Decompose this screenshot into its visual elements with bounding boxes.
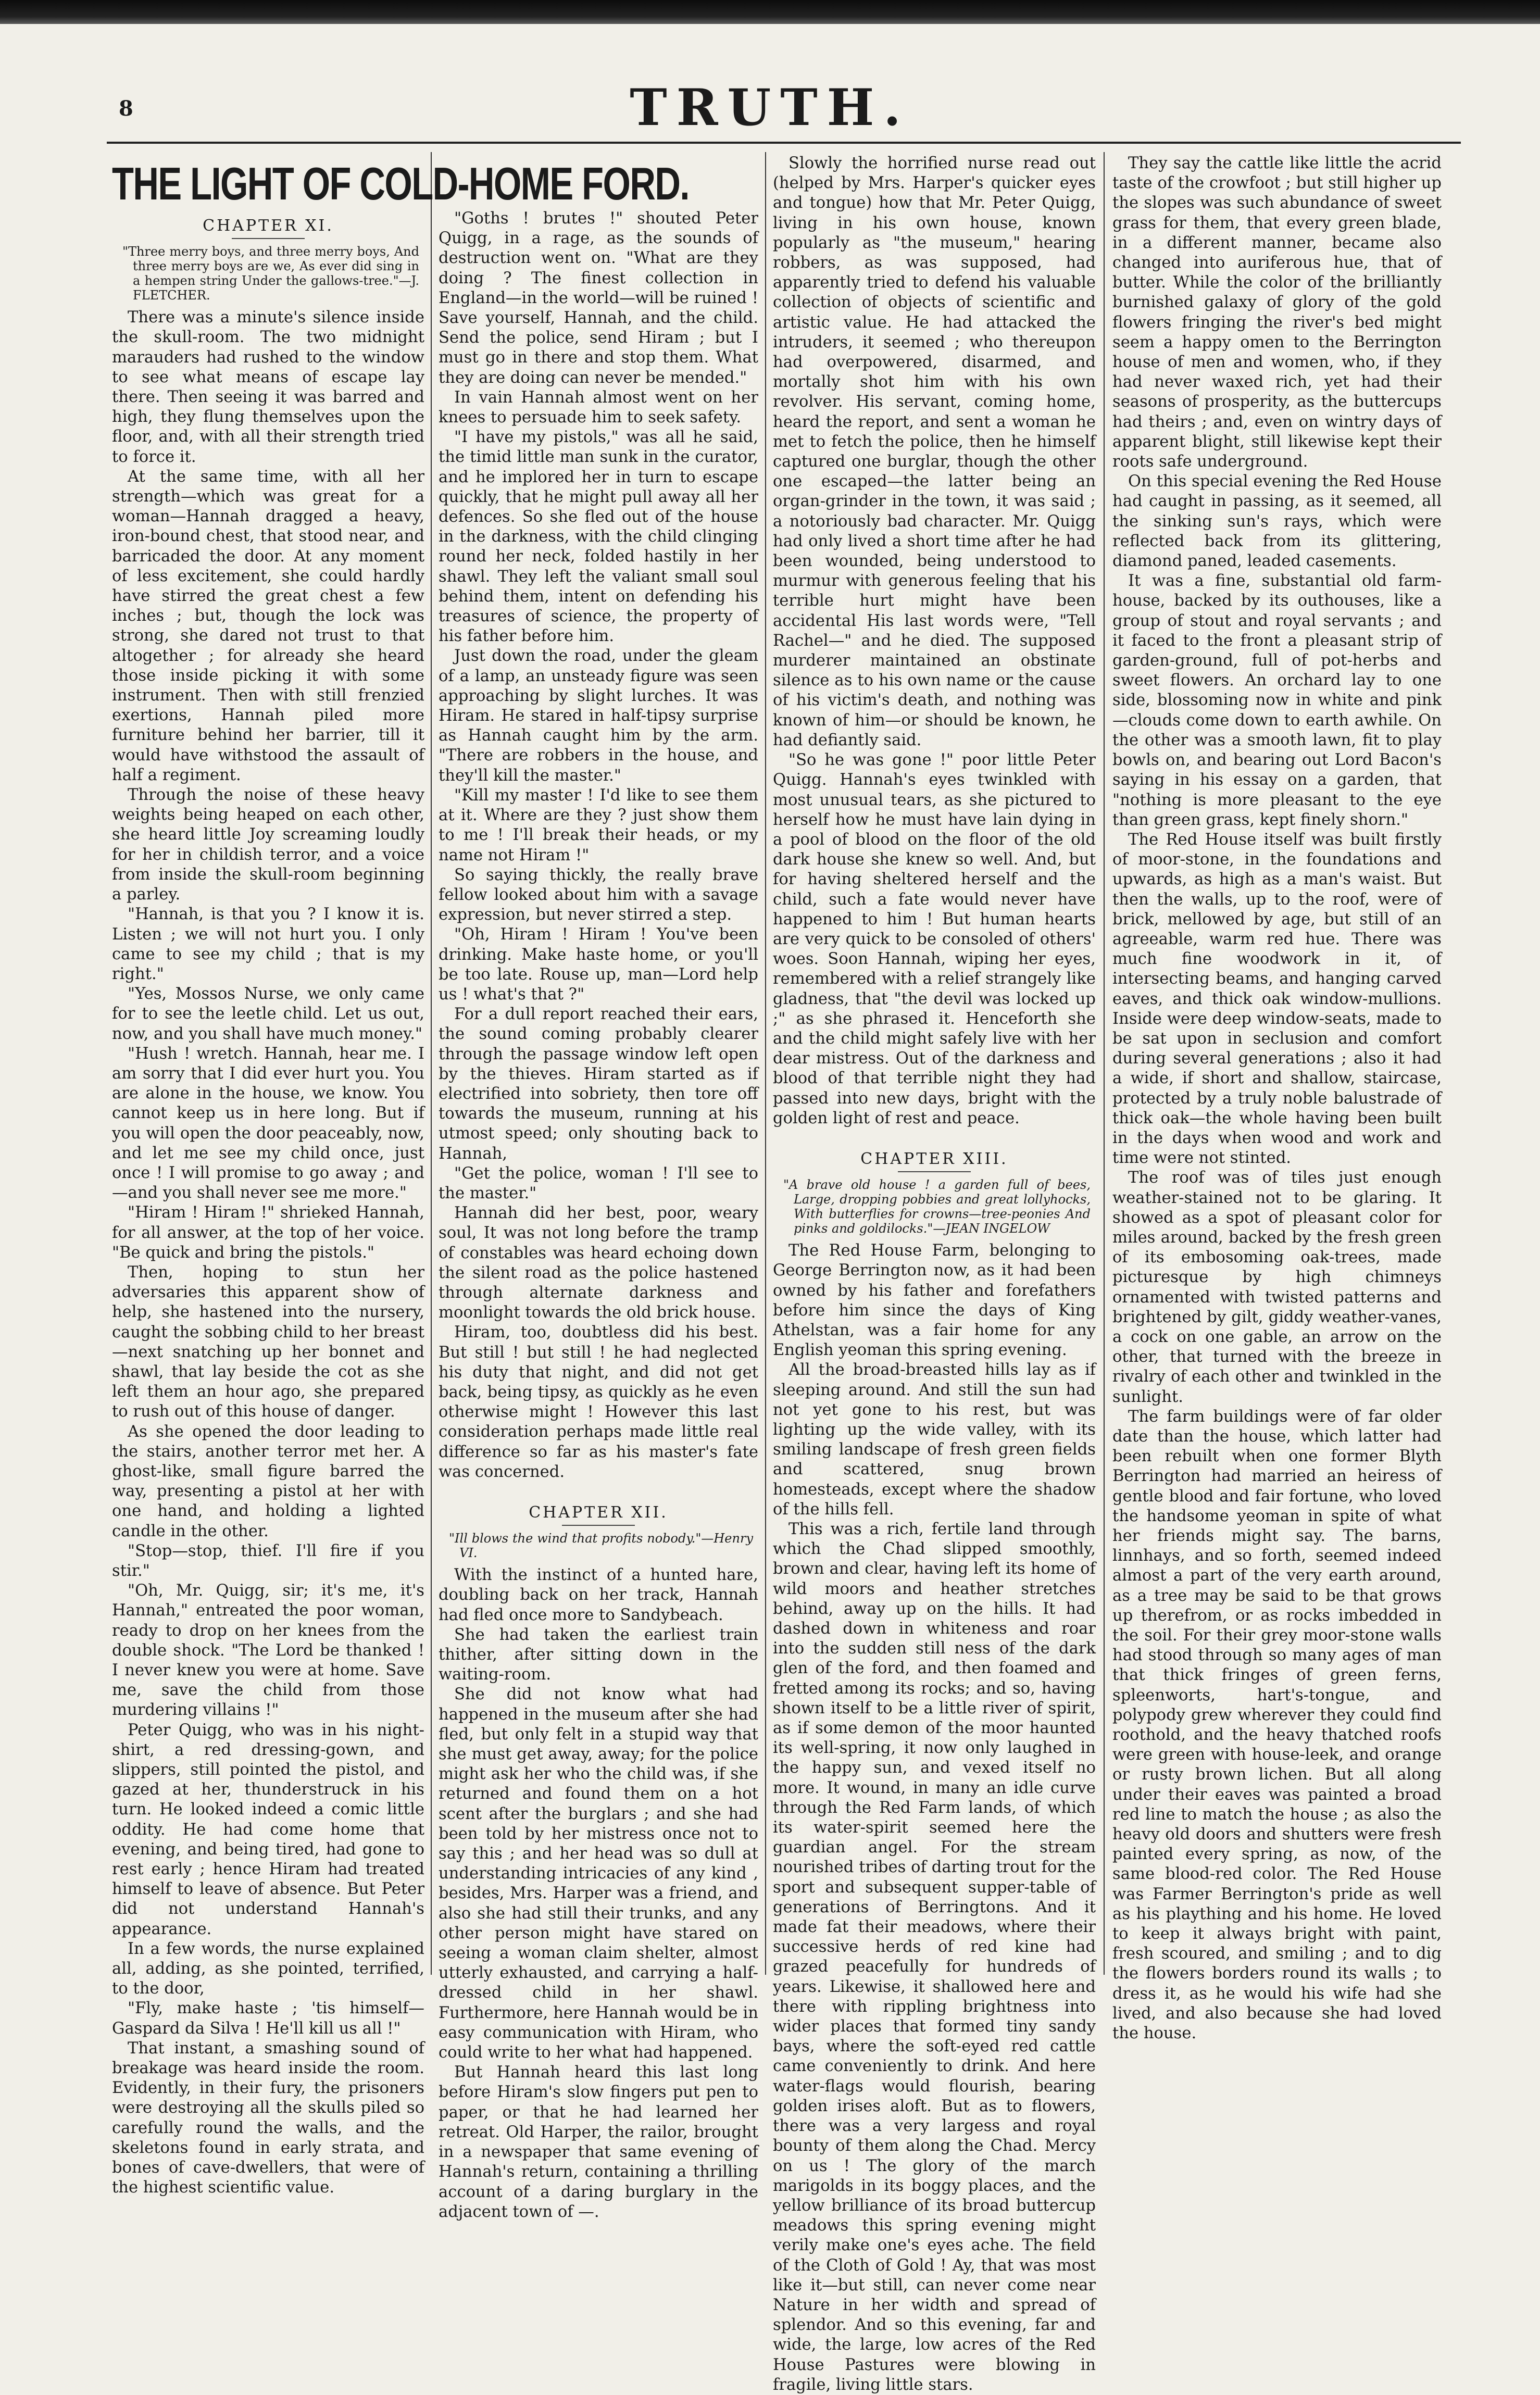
chapter-epigraph: "A brave old house ! a garden full of bees, Large, dropping pobbies and great lollyhocks, With butterflies for crowns—tree-peonies And pinks and goldilocks."—JEAN INGELOW — [783, 1177, 1091, 1236]
paragraph: As she opened the door leading to the stairs, another terror met her. A ghost-like, small figure barred the way, presenting a pistol at her with one hand, and holding a lighted candle in the other. — [112, 1422, 424, 1540]
chapter-epigraph: "Ill blows the wind that profits nobody."—Henry VI. — [449, 1531, 753, 1561]
paragraph: This was a rich, fertile land through which the Chad slipped smoothly, brown and clear, having left its home of wild moors and heather stretches behind, away up on the hills. It had dashed down in whiteness and roar into the sudden still ness of the dark glen of the ford, and then foamed and fretted among its rocks; and so, having shown itself to be a little river of spirit, as if some demon of the moor haunted its well-spring, it now only laughed in the happy sun, and vexed itself no more. It wound, in many an idle curve through the Red Farm lands, of which its water-spirit seemed here the guardian angel. For the stream nourished tribes of darting trout for the sport and subsequent supper-table of generations of Berringtons. And it made fat their meadows, where their successive herds of red kine had grazed peacefully for hundreds of years. Likewise, it shallowed here and there with rippling brightness into wider places that formed tiny sandy bays, where the soft-eyed red cattle came conveniently to drink. And here water-flags would flourish, bearing golden irises aloft. But as to flowers, there was a very largess and royal bounty of them along the Chad. Mercy on us ! The glory of the march marigolds in its boggy places, and the yellow brilliance of its broad buttercup meadows this spring evening might verily make one's eyes ache. The field of the Cloth of Gold ! Ay, that was most like it—but still, can never come near Nature in her width and spread of splendor. And so this evening, far and wide, the large, low acres of the Red House Pastures were blowing in fragile, living little stars. — [773, 1520, 1096, 2394]
paragraph: But Hannah heard this last long before Hiram's slow fingers put pen to paper, or that he had learned her retreat. Old Harper, the railor, brought in a newspaper that same evening of Hannah's return, containing a thrilling account of a daring burglary in the adjacent town of —. — [439, 2063, 758, 2221]
paragraph: The farm buildings were of far older date than the house, which latter had been rebuilt when one former Blyth Berrington had married an heiress of gentle blood and fair fortune, who loved the handsome yeoman in spite of what her friends might say. The barns, linnhays, and so forth, seemed indeed almost a part of the very earth around, as a tree may be said to be that grows up therefrom, or as rocks imbedded in the soil. For their grey moor-stone walls had stood through so many ages of man that thick fringes of green ferns, spleenworts, hart's-tongue, and polypody grew wherever they could find roothold, and the heavy thatched roofs were green with house-leek, and orange or rusty brown lichen. But all along under their eaves was painted a broad red line to match the house ; as also the heavy old doors and shutters were fresh painted every spring, as now, of the same blood-red color. The Red House was Farmer Berrington's pride as well as his plaything and his home. He loved to keep it always bright with paint, fresh scoured, and smiling ; and to dig the flowers borders round its walls ; to dress it, as he would his wife had she lived, and also because she had loved the house. — [1112, 1407, 1442, 2043]
column-rule — [431, 152, 432, 1975]
paragraph: At the same time, with all her strength—which was great for a woman—Hannah dragged a heavy, iron-bound chest, that stood near, and barricaded the door. At any moment of less excitement, she could hardly have stirred the great chest a few inches ; but, though the lock was strong, she dared not trust to that altogether ; for already she heard those inside picking it with some instrument. Then with still frenzied exertions, Hannah piled more furniture behind her barrier, till it would have withstood the assault of half a regiment. — [112, 467, 424, 784]
top-edge-band — [0, 0, 1540, 24]
paragraph: "Get the police, woman ! I'll see to the master." — [439, 1164, 758, 1202]
paragraph: "Hush ! wretch. Hannah, hear me. I am sorry that I did ever hurt you. You are alone in the house, we know. You cannot keep us in here long. But if you will open the door peaceably, now, and let me see my child once, just once ! I will promise to go away ; and—and you shall never see me more." — [112, 1044, 424, 1202]
paragraph: "Oh, Mr. Quigg, sir; it's me, it's Hannah," entreated the poor woman, ready to drop on her knees from the double shock. "The Lord be thanked ! I never knew you were at home. Save me, save the child from those murdering villains !" — [112, 1582, 424, 1720]
column-rule — [765, 152, 766, 1975]
paragraph: Just down the road, under the gleam of a lamp, an unsteady figure was seen approaching by slight lurches. It was Hiram. He stared in half-tipsy surprise as Hannah caught him by the arm. "There are robbers in the house, and they'll kill the master." — [439, 647, 758, 785]
paragraph: Through the noise of these heavy weights being heaped on each other, she heard little Joy screaming loudly for her in childish terror, and a voice from inside the skull-room beginning a parley. — [112, 786, 424, 904]
paragraph: On this special evening the Red House had caught in passing, as it seemed, all the sinking sun's rays, which were reflected back from its glittering, diamond paned, leaded casements. — [1112, 472, 1442, 571]
paragraph: "So he was gone !" poor little Peter Quigg. Hannah's eyes twinkled with most unusual tears, as she pictured to herself how he must have lain dying in a pool of blood on the floor of the old dark house she knew so well. And, but for having sheltered herself and the child, such a fate would never have happened to him ! But human hearts are very quick to be consoled of others' woes. Soon Hannah, wiping her eyes, remembered with a relief strangely like gladness, that "the devil was locked up ;" as she phrased it. Henceforth she and the child might safely live with her dear mistress. Out of the darkness and blood of that terrible night they had passed into new days, bright with the golden light of rest and peace. — [773, 751, 1096, 1127]
paragraph: There was a minute's silence inside the skull-room. The two midnight marauders had rushed to the window to see what means of escape lay there. Then seeing it was barred and high, they flung themselves upon the floor, and, with all their strength tried to force it. — [112, 308, 424, 466]
paragraph: Peter Quigg, who was in his night-shirt, a red dressing-gown, and slippers, still pointed the pistol, and gazed at her, thunderstruck in his turn. He looked indeed a comic little oddity. He had come home that evening, and being tired, had gone to rest early ; hence Hiram had treated himself to leave of absence. But Peter did not understand Hannah's appearance. — [112, 1721, 424, 1938]
paragraph: She did not know what had happened in the museum after she had fled, but only felt in a stupid way that she must get away, away; for the police might ask her who the child was, if she returned and found them on a hot scent after the burglars ; and she had been told by her mistress once not to say this ; and her head was so dull at understanding intricacies of any kind , besides, Mrs. Harper was a friend, and also she had still their trunks, and any other person might have stared on seeing a woman claim shelter, almost utterly exhausted, and carrying a half-dressed child in her shawl. Furthermore, here Hannah would be in easy communication with Hiram, who could write to her what had happened. — [439, 1685, 758, 2062]
paragraph: The Red House itself was built firstly of moor-stone, in the foundations and upwards, as high as a man's waist. But then the walls, up to the roof, were of brick, mellowed by age, but still of an agreeable, warm red hue. There was much fine woodwork in it, of intersecting beams, and hanging carved eaves, and thick oak window-mullions. Inside were deep window-seats, made to be sat upon in seclusion and comfort during several generations ; also it had a wide, if short and shallow, staircase, protected by a truly noble balustrade of thick oak—the whole having been built in the days when wood and work and time were not stinted. — [1112, 830, 1442, 1168]
paragraph: For a dull report reached their ears, the sound coming probably clearer through the passage window left open by the thieves. Hiram started as if electrified into sobriety, then tore off towards the museum, running at his utmost speed; only shouting back to Hannah, — [439, 1005, 758, 1163]
paragraph: "Kill my master ! I'd like to see them at it. Where are they ? just show them to me ! I'll break their heads, or my name not Hiram !" — [439, 786, 758, 864]
chapter-heading: CHAPTER XII. — [439, 1503, 758, 1526]
paragraph: With the instinct of a hunted hare, doubling back on her track, Hannah had fled once more to Sandybeach. — [439, 1566, 758, 1624]
paragraph: She had taken the earliest train thither, after sitting down in the waiting-room. — [439, 1625, 758, 1684]
paragraph: All the broad-breasted hills lay as if sleeping around. And still the sun had not yet gone to his rest, but was lighting up the wide valley, with its smiling landscape of fresh green fields and scattered, snug brown homesteads, except where the shadow of the hills fell. — [773, 1361, 1096, 1519]
chapter-epigraph: "Three merry boys, and three merry boys, And three merry boys are we, As ever did sing in a hempen string Under the gallows-tree."—J. FLETCHER. — [122, 244, 419, 303]
paragraph: Hiram, too, doubtless did his best. But still ! but still ! he had neglected his duty that night, and did not get back, being tipsy, as quickly as he even otherwise might ! However this last consideration perhaps made little real difference so far as his master's fate was concerned. — [439, 1323, 758, 1481]
column-3 — [773, 154, 1096, 2394]
paragraph: "Goths ! brutes !" shouted Peter Quigg, in a rage, as the sounds of destruction went on. "What are they doing ? The finest collection in England—in the world—will be ruined ! Save yourself, Hannah, and the child. Send the police, send Hiram ; but I must go in there and stop them. What they are doing can never be mended." — [439, 209, 758, 387]
paragraph: That instant, a smashing sound of breakage was heard inside the room. Evidently, in their fury, the prisoners were destroying all the skulls piled so carefully round the walls, and the skeletons found in early strata, and bones of cave-dwellers, that were of the highest scientific value. — [112, 2039, 424, 2197]
paragraph: The roof was of tiles just enough weather-stained not to be glaring. It showed as a spot of pleasant color for miles around, backed by the fresh green of its embosoming oak-trees, made picturesque by high chimneys ornamented with twisted patterns and brightened by gilt, giddy weather-vanes, a cock on one gable, an arrow on the other, that turned with the breeze in rivalry of each other and twinkled in the sunlight. — [1112, 1169, 1442, 1406]
paragraph: They say the cattle like little the acrid taste of the crowfoot ; but still higher up the slopes was such abundance of sweet grass for them, that every green blade, in a different manner, became also changed into auriferous hue, that of butter. While the color of the brilliantly burnished galaxy of glory of the gold flowers fringing the river's bed might seem a happy omen to the Berrington house of men and women, who, if they had never waxed rich, yet had their seasons of prosperity, as the buttercups had theirs ; and, even on wintry days of apparent blight, still likewise kept their roots safe underground. — [1112, 154, 1442, 471]
paragraph: "Yes, Mossos Nurse, we only came for to see the leetle child. Let us out, now, and you shall have much money." — [112, 985, 424, 1043]
paragraph: Slowly the horrified nurse read out (helped by Mrs. Harper's quicker eyes and tongue) how that Mr. Peter Quigg, living in his own house, known popularly as "the museum," hearing robbers, as was supposed, had apparently tried to defend his valuable collection of objects of scientific and artistic value. He had attacked the intruders, it seemed ; who thereupon had overpowered, disarmed, and mortally shot him with his own revolver. His servant, coming home, heard the report, and sent a woman he met to fetch the police, then he himself captured one burglar, though the other one escaped—the latter being an organ-grinder in the town, it was said ; a notoriously bad character. Mr. Quigg had only lived a short time after he had been wounded, being understood to murmur with generous feeling that his terrible hurt might have been accidental His last words were, "Tell Rachel—" and he died. The supposed murderer maintained an obstinate silence as to his own name or the cause of his victim's death, and nothing was known of him—or should be known, he had defiantly said. — [773, 154, 1096, 749]
paragraph: In vain Hannah almost went on her knees to persuade him to seek safety. — [439, 388, 758, 427]
paragraph: The Red House Farm, belonging to George Berrington now, as it had been owned by his father and forefathers before him since the days of King Athelstan, was a fair home for any English yeoman this spring evening. — [773, 1242, 1096, 1360]
paragraph: In a few words, the nurse explained all, adding, as she pointed, terrified, to the door, — [112, 1939, 424, 1998]
paragraph: It was a fine, substantial old farm-house, backed by its outhouses, like a group of stout and royal servants ; and it faced to the front a pleasant strip of garden-ground, full of pot-herbs and sweet flowers. An orchard lay to one side, blossoming now in white and pink—clouds come down to earth awhile. On the other was a smooth lawn, fit to play bowls on, and bearing out Lord Bacon's saying in his essay on a garden, that "nothing is more pleasant to the eye than green grass, kept finely shorn." — [1112, 572, 1442, 829]
paragraph: "Stop—stop, thief. I'll fire if you stir." — [112, 1541, 424, 1580]
masthead: TRUTH. — [630, 78, 910, 137]
column-2 — [439, 154, 758, 2221]
chapter-heading: CHAPTER XIII. — [773, 1149, 1096, 1172]
paragraph: "Hiram ! Hiram !" shrieked Hannah, for all answer, at the top of her voice. "Be quick and bring the pistols." — [112, 1203, 424, 1262]
column-rule — [1104, 152, 1105, 1975]
paragraph: "I have my pistols," was all he said, the timid little man sunk in the curator, and he implored her in turn to escape quickly, that he might pull away all her defences. So she fled out of the house in the darkness, with the child clinging round her neck, folded hastily in her shawl. They left the valiant small soul behind them, intent on defending his treasures of science, the property of his father before him. — [439, 428, 758, 646]
paragraph: Then, hoping to stun her adversaries this apparent show of help, she hastened into the nursery, caught the sobbing child to her breast—next snatching up her bonnet and shawl, that lay beside the cot as she left them an hour ago, she prepared to rush out of this house of danger. — [112, 1263, 424, 1421]
chapter-heading: CHAPTER XI. — [112, 216, 424, 239]
paragraph: "Hannah, is that you ? I know it is. Listen ; we will not hurt you. I only came to see my child ; that is my right." — [112, 905, 424, 983]
page-number: 8 — [119, 96, 133, 121]
paragraph: So saying thickly, the really brave fellow looked about him with a savage expression, but never stirred a step. — [439, 866, 758, 924]
paragraph: "Fly, make haste ; 'tis himself—Gaspard da Silva ! He'll kill us all !" — [112, 1999, 424, 2038]
paragraph: Hannah did her best, poor, weary soul, It was not long before the tramp of constables was heard echoing down the silent road as the police hastened through alternate darkness and moonlight towards the old brick house. — [439, 1204, 758, 1322]
story-title: THE LIGHT OF COLD-HOME FORD. — [112, 158, 689, 209]
column-4 — [1112, 154, 1442, 2043]
header-rule — [107, 142, 1461, 144]
paragraph: "Oh, Hiram ! Hiram ! You've been drinking. Make haste home, or you'll be too late. Rouse up, man—Lord help us ! what's that ?" — [439, 925, 758, 1004]
